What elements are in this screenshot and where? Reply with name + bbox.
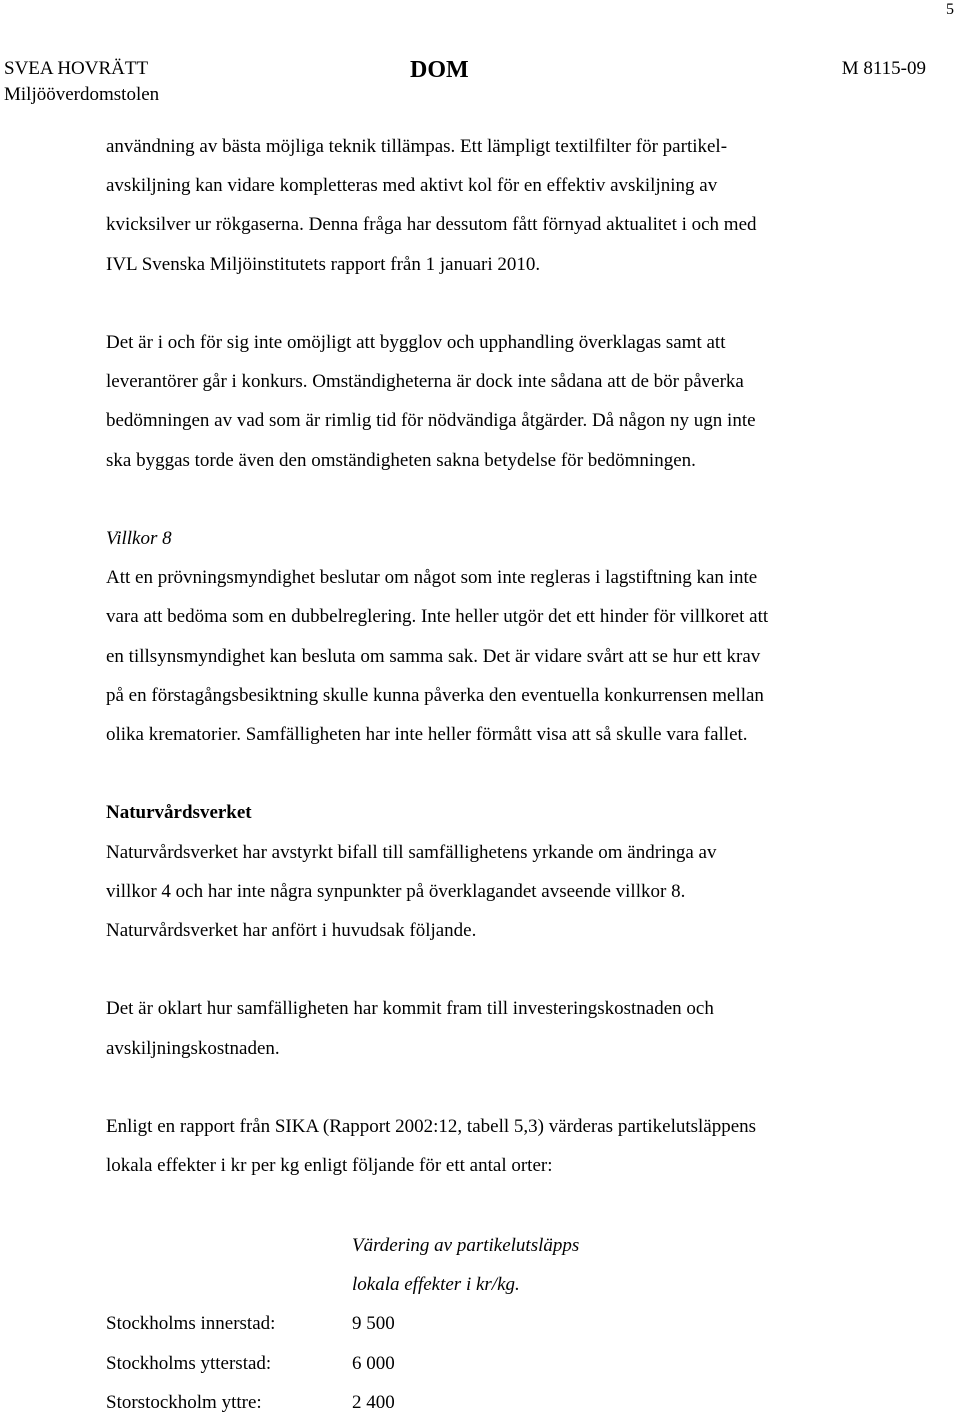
section-heading-villkor-8: Villkor 8 — [106, 528, 172, 549]
text-line: Det är i och för sig inte omöjligt att bygglov och upphandling överklagas samt att — [106, 332, 726, 353]
paragraph — [106, 323, 906, 480]
text-line: Att en prövningsmyndighet beslutar om något som inte regleras i lagstiftning kan inte — [106, 567, 758, 589]
table-header-line: lokala effekter i kr/kg. — [352, 1274, 520, 1296]
text-line: IVL Svenska Miljöinstitutets rapport från 1 januari 2010. — [106, 253, 541, 275]
table-cell-place: Stockholms ytterstad: — [106, 1352, 272, 1374]
table-header-line: Värdering av partikelutsläpps — [352, 1235, 580, 1256]
text-line: villkor 4 och har inte några synpunkter på överklagandet avseende villkor 8. — [106, 880, 686, 902]
document-body — [106, 127, 906, 1185]
text-line: lokala effekter i kr per kg enligt följande för ett antal orter: — [106, 1155, 553, 1177]
text-line: olika krematorier. Samfälligheten har inte heller förmått visa att så skulle vara fallet. — [106, 724, 748, 746]
text-line: avskiljning kan vidare kompletteras med aktivt kol för en effektiv avskiljning av — [106, 175, 718, 197]
text-line: Enligt en rapport från SIKA (Rapport 2002:12, tabell 5,3) värderas partikelutsläppens — [106, 1116, 757, 1137]
text-line: bedömningen av vad som är rimlig tid för nödvändiga åtgärder. Då någon ny ugn inte — [106, 410, 756, 432]
text-line: Det är oklart hur samfälligheten har kommit fram till investeringskostnaden och — [106, 998, 714, 1020]
section-heading-naturvardsverket: Naturvårdsverket — [106, 802, 252, 824]
case-number: M 8115-09 — [841, 58, 926, 79]
table-cell-place: Stockholms innerstad: — [106, 1313, 276, 1335]
text-line: ska byggas torde även den omständigheten sakna betydelse för bedömningen. — [106, 449, 696, 471]
text-line: på en förstagångsbesiktning skulle kunna påverka den eventuella konkurrensen mellan — [106, 684, 764, 706]
text-line: kvicksilver ur rökgaserna. Denna fråga har dessutom fått förnyad aktualitet i och med — [106, 214, 757, 236]
paragraph — [106, 1107, 906, 1185]
table-cell-place: Storstockholm yttre: — [106, 1391, 262, 1413]
text-line: Naturvårdsverket har avstyrkt bifall till samfällighetens yrkande om ändringa av — [106, 841, 717, 863]
text-line: en tillsynsmyndighet kan besluta om samma sak. Det är vidare svårt att se hur ett krav — [106, 645, 761, 667]
table-cell-value: 6 000 — [352, 1352, 395, 1374]
department-name: Miljööverdomstolen — [4, 84, 160, 105]
paragraph — [106, 793, 906, 950]
table-cell-value: 2 400 — [352, 1391, 395, 1413]
paragraph — [106, 989, 906, 1067]
paragraph — [106, 519, 906, 754]
text-line: leverantörer går i konkurs. Omständigheterna är dock inte sådana att de bör påverka — [106, 371, 744, 393]
text-line: vara att bedöma som en dubbelreglering. Inte heller utgör det ett hinder för villkoret att — [106, 606, 769, 628]
text-line: avskiljningskostnaden. — [106, 1037, 280, 1059]
document-type: DOM — [410, 57, 469, 83]
text-line: användning av bästa möjliga teknik tillämpas. Ett lämpligt textilfilter för partikel- — [106, 136, 728, 157]
paragraph — [106, 127, 906, 284]
court-name: SVEA HOVRÄTT — [4, 58, 149, 79]
text-line: Naturvårdsverket har anfört i huvudsak följande. — [106, 920, 477, 942]
table-header — [352, 1226, 579, 1304]
page-number: 5 — [946, 1, 954, 18]
table-cell-value: 9 500 — [352, 1313, 395, 1335]
